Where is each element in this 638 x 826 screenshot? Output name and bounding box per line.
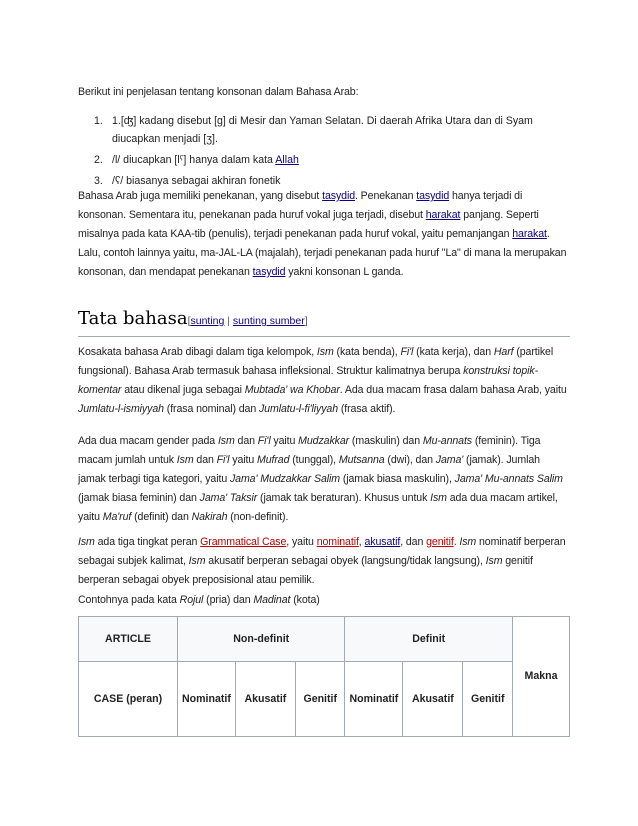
italic-term: Ism	[78, 536, 95, 548]
text: . Penekanan	[355, 190, 417, 202]
intro-text: Berikut ini penjelasan tentang konsonan dalam Bahasa Arab:	[78, 86, 359, 98]
link-grammatical-case[interactable]: Grammatical Case	[200, 536, 287, 548]
italic-term: Ism	[430, 492, 447, 504]
header-nominatif: Nominatif	[178, 662, 236, 737]
italic-term: Jama' Mudzakkar Salim	[229, 473, 340, 485]
link-tasydid[interactable]: tasydid	[416, 190, 450, 202]
text: akusatif berperan sebagai obyek (langsung/tidak langsung),	[205, 555, 486, 567]
paragraph-penekanan	[78, 187, 570, 282]
link-akusatif[interactable]: akusatif	[364, 536, 401, 548]
text: (jamak tak beraturan). Khusus untuk	[257, 492, 431, 504]
text: Kosakata bahasa Arab dibagi dalam tiga kelompok,	[78, 346, 317, 358]
text: nominatif berperan sebagai subjek kalimat,	[78, 536, 566, 567]
italic-term: Madinat	[253, 594, 291, 606]
text: , dan	[400, 536, 427, 548]
declension-table	[78, 616, 570, 737]
header-genitif: Genitif	[295, 662, 345, 737]
edit-link[interactable]: sunting	[190, 315, 225, 327]
text: ,	[358, 536, 365, 548]
link-harakat[interactable]: harakat	[425, 209, 461, 221]
italic-term: Fi'l	[257, 435, 271, 447]
text: .	[453, 536, 460, 548]
italic-term: Mutsanna	[338, 454, 385, 466]
text: (definit) dan	[131, 511, 192, 523]
text: Contohnya pada kata	[78, 594, 180, 606]
text: panjang. Seperti misalnya pada kata KAA-tib (penulis), terjadi penekanan pada huruf vokal, yaitu pemanjangan	[78, 209, 539, 240]
list-number: 3.	[94, 175, 103, 187]
italic-term: Nakirah	[191, 511, 228, 523]
link-allah[interactable]: Allah	[275, 154, 299, 166]
paragraph-gender	[78, 432, 570, 527]
italic-term: Jama' Mu-annats Salim	[454, 473, 563, 485]
text: (dwi), dan	[384, 454, 436, 466]
italic-term: Jumlatu-l-fi'liyyah	[258, 403, 338, 415]
text: hanya terjadi di konsonan. Sementara itu, penekanan pada huruf vokal juga terjadi, disebut	[78, 190, 523, 221]
separator: |	[224, 315, 233, 327]
header-akusatif: Akusatif	[235, 662, 295, 737]
list-item-text: /l/ diucapkan [lˁ] hanya dalam kata	[112, 154, 276, 166]
list-item	[94, 151, 572, 169]
text: atau dikenal juga sebagai	[121, 384, 245, 396]
italic-term: Mubtada' wa Khobar	[244, 384, 340, 396]
italic-term: Jama'	[435, 454, 464, 466]
text: yaitu	[229, 454, 258, 466]
edit-source-link[interactable]: sunting sumber	[232, 315, 305, 327]
header-definit: Definit	[345, 617, 513, 662]
italic-term: Ma'ruf	[102, 511, 132, 523]
italic-term: Harf	[493, 346, 514, 358]
text: (kata kerja), dan	[413, 346, 494, 358]
paragraph-kosakata	[78, 343, 570, 419]
italic-term: Fi'l	[400, 346, 414, 358]
text: (frasa aktif).	[338, 403, 396, 415]
italic-term: Mufrad	[257, 454, 290, 466]
text: ada dua macam artikel, yaitu	[78, 492, 558, 523]
italic-term: konstruksi topik-komentar	[78, 365, 539, 396]
text: yaitu	[270, 435, 299, 447]
text: (maskulin) dan	[349, 435, 423, 447]
italic-term: Ism	[316, 346, 334, 358]
bracket-open: [	[187, 315, 191, 327]
table-row	[79, 617, 570, 662]
italic-term: Rojul	[179, 594, 204, 606]
section-title: Tata bahasa	[78, 308, 188, 329]
consonant-list	[78, 112, 572, 193]
text: dan	[234, 435, 258, 447]
section-heading	[78, 306, 570, 337]
link-tasydid[interactable]: tasydid	[322, 190, 355, 202]
text: (frasa nominal) dan	[163, 403, 259, 415]
list-item-text: /ʕ/ biasanya sebagai akhiran fonetik	[112, 175, 281, 187]
text: Ada dua macam gender pada	[78, 435, 218, 447]
text: . Lalu, contoh lainnya yaitu, ma-JAL-LA (majalah), terjadi penekanan pada huruf "La" di mana la merupakan konsonan, dan mendapat penekanan	[78, 228, 567, 278]
header-article: ARTICLE	[79, 617, 178, 662]
list-item	[94, 112, 572, 148]
text: (jamak). Jumlah jamak terbagi tiga kategori, yaitu	[78, 454, 540, 485]
text: (pria) dan	[203, 594, 254, 606]
bracket-close: ]	[304, 315, 308, 327]
header-makna: Makna	[513, 617, 570, 737]
text: (kata benda),	[333, 346, 401, 358]
link-harakat[interactable]: harakat	[512, 228, 547, 240]
italic-term: Ism	[459, 536, 477, 548]
text: (jamak biasa maskulin),	[339, 473, 455, 485]
header-case: CASE (peran)	[79, 662, 178, 737]
text: (kota)	[290, 594, 320, 606]
link-nominatif[interactable]: nominatif	[316, 536, 359, 548]
italic-term: Jumlatu-l-ismiyyah	[78, 403, 164, 415]
link-genitif[interactable]: genitif	[426, 536, 454, 548]
italic-term: Ism	[485, 555, 503, 567]
text: , yaitu	[286, 536, 317, 548]
paragraph-contoh	[78, 591, 320, 610]
text: (partikel fungsional). Bahasa Arab termasuk bahasa infleksional. Struktur kalimatnya berupa	[78, 346, 554, 377]
text: yakni konsonan L ganda.	[285, 266, 404, 278]
list-number: 1.	[94, 115, 103, 127]
link-tasydid[interactable]: tasydid	[252, 266, 286, 278]
italic-term: Mudzakkar	[298, 435, 350, 447]
list-number: 2.	[94, 154, 103, 166]
italic-term: Jama' Taksir	[199, 492, 258, 504]
italic-term: Ism	[176, 454, 194, 466]
text: (tunggal),	[289, 454, 339, 466]
header-genitif-definit: Genitif	[463, 662, 513, 737]
text: dan	[193, 454, 217, 466]
header-nondefinit: Non-definit	[178, 617, 345, 662]
header-nominatif-definit: Nominatif	[345, 662, 403, 737]
edit-section-links	[188, 315, 308, 327]
text: (feminin). Tiga macam jumlah untuk	[78, 435, 541, 466]
text: genitif berperan sebagai obyek preposisional atau pemilik.	[78, 555, 533, 586]
text: Bahasa Arab juga memiliki penekanan, yang disebut	[78, 190, 323, 202]
italic-term: Ism	[188, 555, 206, 567]
list-item-text: 1.[ʤ] kadang disebut [g] di Mesir dan Yaman Selatan. Di daerah Afrika Utara dan di Syam diucapkan menjadi [ʒ].	[112, 115, 533, 145]
header-akusatif-definit: Akusatif	[403, 662, 463, 737]
text: (jamak biasa feminin) dan	[78, 492, 200, 504]
text: ada tiga tingkat peran	[94, 536, 201, 548]
italic-term: Ism	[217, 435, 235, 447]
text: . Ada dua macam frasa dalam bahasa Arab, yaitu	[339, 384, 567, 396]
table-row	[79, 662, 570, 737]
text: (non-definit).	[227, 511, 289, 523]
italic-term: Mu-annats	[422, 435, 472, 447]
paragraph-case	[78, 533, 570, 590]
italic-term: Fi'l	[216, 454, 230, 466]
